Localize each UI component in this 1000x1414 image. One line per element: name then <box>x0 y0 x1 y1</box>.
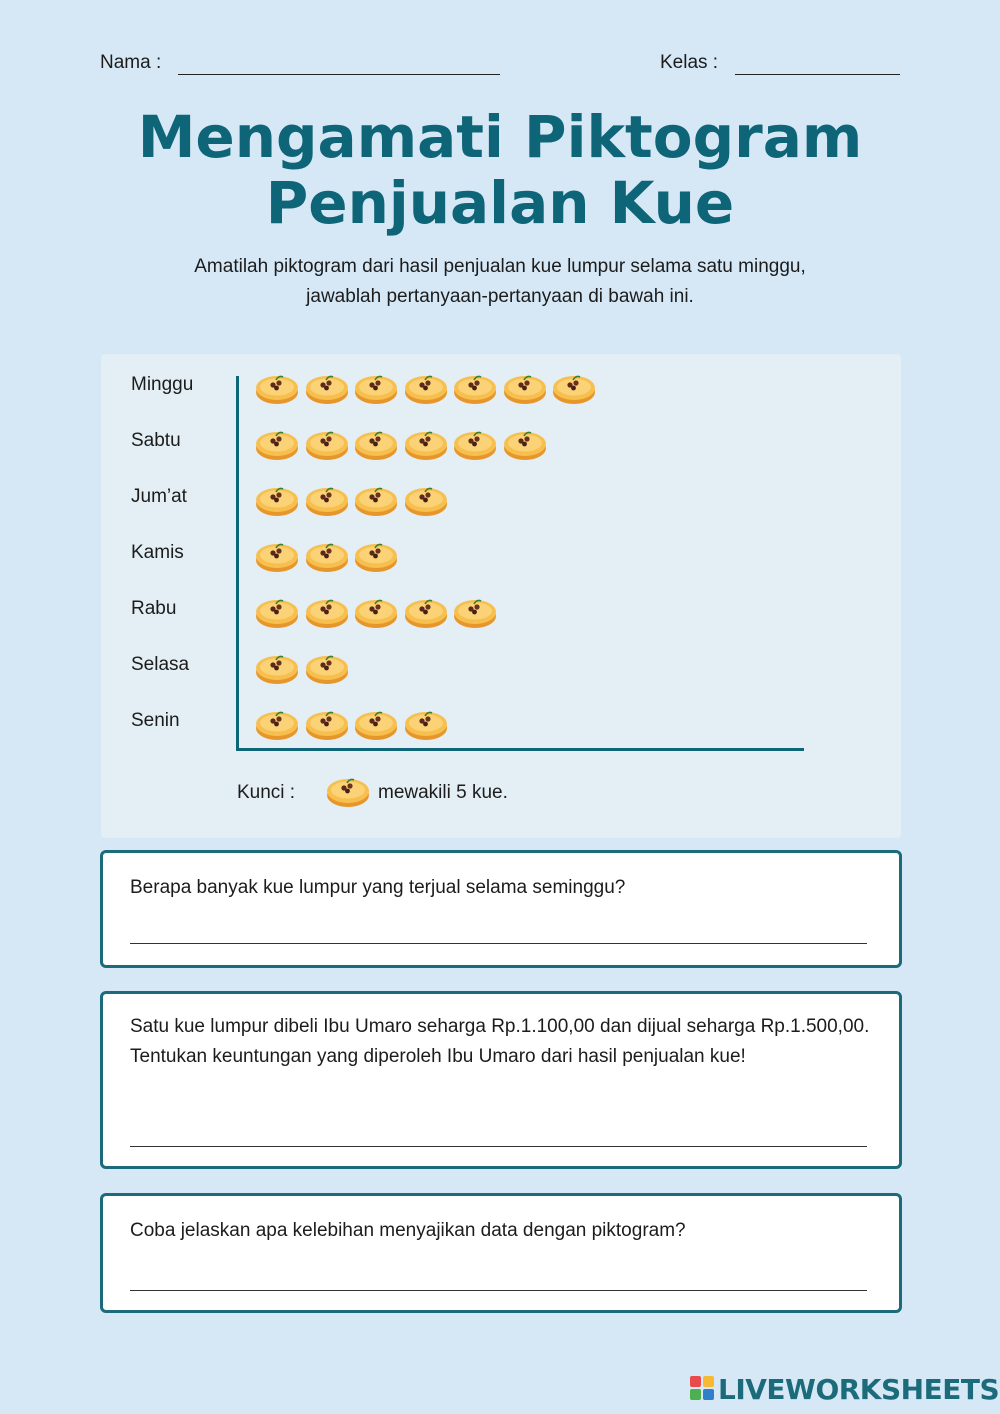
liveworksheets-mark-icon <box>690 1376 716 1402</box>
instructions-line-2: jawablah pertanyaan-pertanyaan di bawah ini. <box>306 286 694 307</box>
pictogram-chart <box>101 354 901 838</box>
row-label: Selasa <box>131 654 190 675</box>
class-label: Kelas : <box>660 52 719 73</box>
row-label: Sabtu <box>131 430 181 451</box>
question-box-3 <box>100 1193 902 1313</box>
cake-icon <box>453 595 497 629</box>
logo-square-4 <box>703 1389 714 1400</box>
cake-icon <box>354 483 398 517</box>
row-label: Minggu <box>131 374 194 395</box>
name-input-line[interactable] <box>178 74 500 75</box>
cake-icon <box>552 371 596 405</box>
cake-icon <box>503 371 547 405</box>
cake-icon <box>255 707 299 741</box>
cake-icon <box>305 651 349 685</box>
cake-icon <box>255 371 299 405</box>
cake-icon <box>404 707 448 741</box>
row-label: Rabu <box>131 598 177 619</box>
cake-icon <box>354 595 398 629</box>
liveworksheets-logo <box>690 1370 1000 1410</box>
liveworksheets-wordmark: LIVEWORKSHEETS <box>718 1373 1000 1406</box>
instructions <box>100 252 900 312</box>
key-description: mewakili 5 kue. <box>378 782 508 803</box>
cake-icon <box>354 539 398 573</box>
cake-icon <box>404 371 448 405</box>
logo-square-3 <box>690 1389 701 1400</box>
class-field <box>660 52 718 74</box>
question-box-2 <box>100 991 902 1169</box>
class-input-line[interactable] <box>735 74 900 75</box>
row-label: Senin <box>131 710 180 731</box>
cake-icon <box>305 427 349 461</box>
cake-icon <box>305 539 349 573</box>
answer-line-3[interactable] <box>130 1290 867 1291</box>
cake-icon <box>255 427 299 461</box>
cake-icon <box>255 595 299 629</box>
cake-icon <box>404 483 448 517</box>
question-text-3: Coba jelaskan apa kelebihan menyajikan data dengan piktogram? <box>130 1220 686 1241</box>
cake-icon <box>305 707 349 741</box>
name-label: Nama : <box>100 52 162 73</box>
key-label: Kunci : <box>237 782 296 803</box>
cake-icon <box>255 651 299 685</box>
cake-icon <box>305 483 349 517</box>
cake-icon <box>354 427 398 461</box>
x-axis-line <box>236 748 804 751</box>
answer-line-2[interactable] <box>130 1146 867 1147</box>
cake-icon <box>255 539 299 573</box>
key-cake-icon <box>326 774 370 808</box>
cake-icon <box>255 483 299 517</box>
answer-line-1[interactable] <box>130 943 867 944</box>
title-line-2: Penjualan Kue <box>265 169 735 237</box>
question-box-1 <box>100 850 902 968</box>
page-title <box>0 104 1000 236</box>
title-line-1: Mengamati Piktogram <box>137 103 863 171</box>
question-text-2: Satu kue lumpur dibeli Ibu Umaro seharga Rp.1.100,00 dan dijual seharga Rp.1.500,00. Tentukan keuntungan yang diperoleh Ibu Umaro dari hasil penjualan kue! <box>130 1016 870 1067</box>
row-label: Jum’at <box>131 486 187 507</box>
cake-icon <box>354 707 398 741</box>
cake-icon <box>354 371 398 405</box>
y-axis-line <box>236 376 239 751</box>
cake-icon <box>305 371 349 405</box>
row-label: Kamis <box>131 542 184 563</box>
cake-icon <box>305 595 349 629</box>
name-field <box>100 52 161 74</box>
cake-icon <box>404 427 448 461</box>
cake-icon <box>404 595 448 629</box>
instructions-line-1: Amatilah piktogram dari hasil penjualan kue lumpur selama satu minggu, <box>194 256 806 277</box>
cake-icon <box>503 427 547 461</box>
logo-square-2 <box>703 1376 714 1387</box>
cake-icon <box>453 371 497 405</box>
cake-icon <box>453 427 497 461</box>
question-text-1: Berapa banyak kue lumpur yang terjual selama seminggu? <box>130 877 626 898</box>
logo-square-1 <box>690 1376 701 1387</box>
